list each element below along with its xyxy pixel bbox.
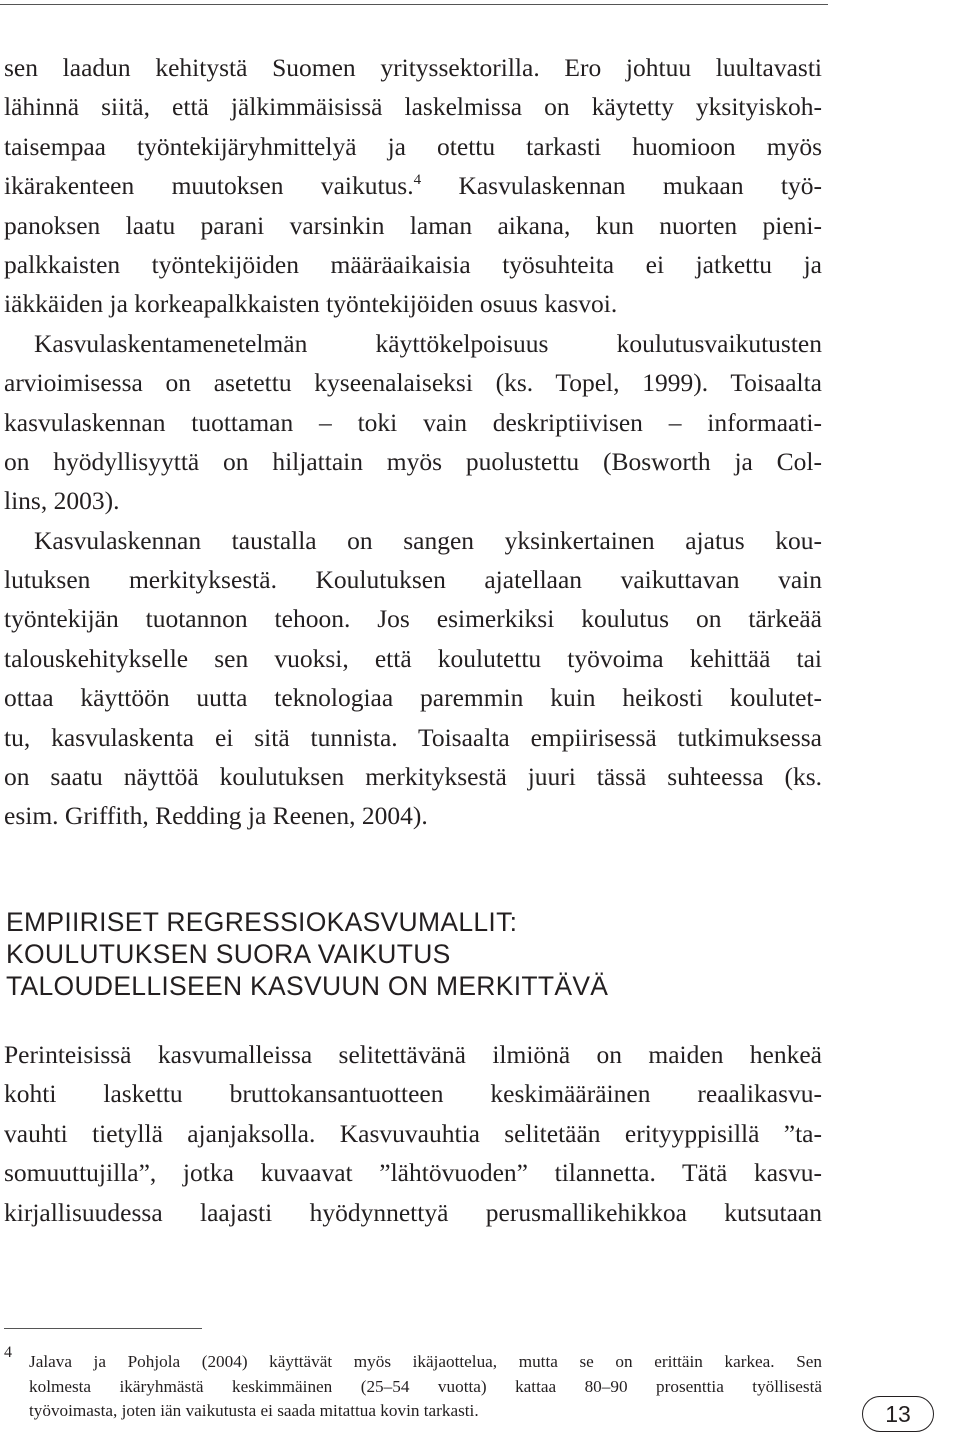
footnote-line: työvoimasta, joten iän vaikutusta ei saada mitattua kovin tarkasti. [29, 1401, 479, 1420]
heading-line: TALOUDELLISEEN KASVUUN ON MERKITTÄVÄ [6, 971, 609, 1001]
text-line: taisempaa työntekijäryhmittelyä ja otettu tarkasti huomioon myös [4, 131, 822, 161]
section-heading [6, 906, 824, 1002]
text-line: lutuksen merkityksestä. Koulutuksen ajatellaan vaikuttavan vain [4, 565, 822, 595]
footnote-line: Jalava ja Pohjola (2004) käyttävät myös ikäjaottelua, mutta se on erittäin karkea. Sen [29, 1352, 822, 1371]
text-line: kasvulaskennan tuottaman – toki vain deskriptiivisen – informaati- [4, 407, 822, 437]
text-line: lähinnä siitä, että jälkimmäisissä laskelmissa on käytetty yksityiskoh- [4, 92, 822, 122]
text-line: palkkaisten työntekijöiden määräaikaisia työsuhteita ei jatkettu ja [4, 249, 822, 279]
text-fragment: Kasvulaskennan mukaan työ- [458, 171, 823, 201]
text-line: talouskehitykselle sen vuoksi, että koulutettu työvoima kehittää tai [4, 643, 822, 673]
body-paragraph-1 [4, 48, 822, 836]
text-line: somuuttujilla”, jotka kuvaavat ”lähtövuoden” tilannetta. Tätä kasvu- [4, 1158, 822, 1188]
footnote-number: 4 [4, 1344, 12, 1361]
footnote [4, 1344, 822, 1424]
footnote-rule [4, 1328, 202, 1329]
text-line: arvioimisessa on asetettu kyseenalaiseksi (ks. Topel, 1999). Toisaalta [4, 368, 822, 398]
body-paragraph-2 [4, 1035, 822, 1232]
text-line: iäkkäiden ja korkeapalkkaisten työntekijöiden osuus kasvoi. [4, 289, 618, 319]
text-line: on hyödyllisyyttä on hiljattain myös puolustettu (Bosworth ja Col- [4, 446, 822, 476]
page-number: 13 [862, 1396, 934, 1432]
text-line: panoksen laatu parani varsinkin laman aikana, kun nuorten pieni- [4, 210, 822, 240]
text-line: kohti laskettu bruttokansantuotteen keskimääräinen reaalikasvu- [4, 1079, 822, 1109]
text-line: Kasvulaskentamenetelmän käyttökelpoisuus koulutusvaikutusten [34, 328, 822, 358]
footnote-line: kolmesta ikäryhmästä keskimmäinen (25–54 vuotta) kattaa 80–90 prosenttia työllisestä [29, 1376, 822, 1396]
heading-line: EMPIIRISET REGRESSIOKASVUMALLIT: [6, 907, 518, 937]
text-line: vauhti tietyllä ajanjaksolla. Kasvuvauhtia selitetään erityyppisillä ”ta- [4, 1118, 822, 1148]
text-line: esim. Griffith, Redding ja Reenen, 2004). [4, 801, 428, 831]
header-rule [0, 4, 828, 5]
text-line: lins, 2003). [4, 486, 120, 516]
footnote-reference[interactable]: 4 [413, 172, 422, 189]
text-line [4, 166, 822, 205]
text-line: Kasvulaskennan taustalla on sangen yksinkertainen ajatus kou- [34, 525, 822, 555]
text-line: tu, kasvulaskenta ei sitä tunnista. Toisaalta empiirisessä tutkimuksessa [4, 722, 822, 752]
heading-line: KOULUTUKSEN SUORA VAIKUTUS [6, 939, 451, 969]
text-fragment: ikärakenteen muutoksen vaikutus. [4, 171, 414, 201]
text-line: kirjallisuudessa laajasti hyödynnettyä perusmallikehikkoa kutsutaan [4, 1197, 822, 1227]
text-line: Perinteisissä kasvumalleissa selitettävänä ilmiönä on maiden henkeä [4, 1040, 822, 1069]
text-line: työntekijän tuotannon tehoon. Jos esimerkiksi koulutus on tärkeää [4, 604, 822, 634]
text-line: on saatu näyttöä koulutuksen merkityksestä juuri tässä suhteessa (ks. [4, 762, 822, 792]
text-line: ottaa käyttöön uutta teknologiaa paremmin kuin heikosti koulutet- [4, 683, 822, 713]
text-line: sen laadun kehitystä Suomen yrityssektorilla. Ero johtuu luultavasti [4, 53, 822, 82]
